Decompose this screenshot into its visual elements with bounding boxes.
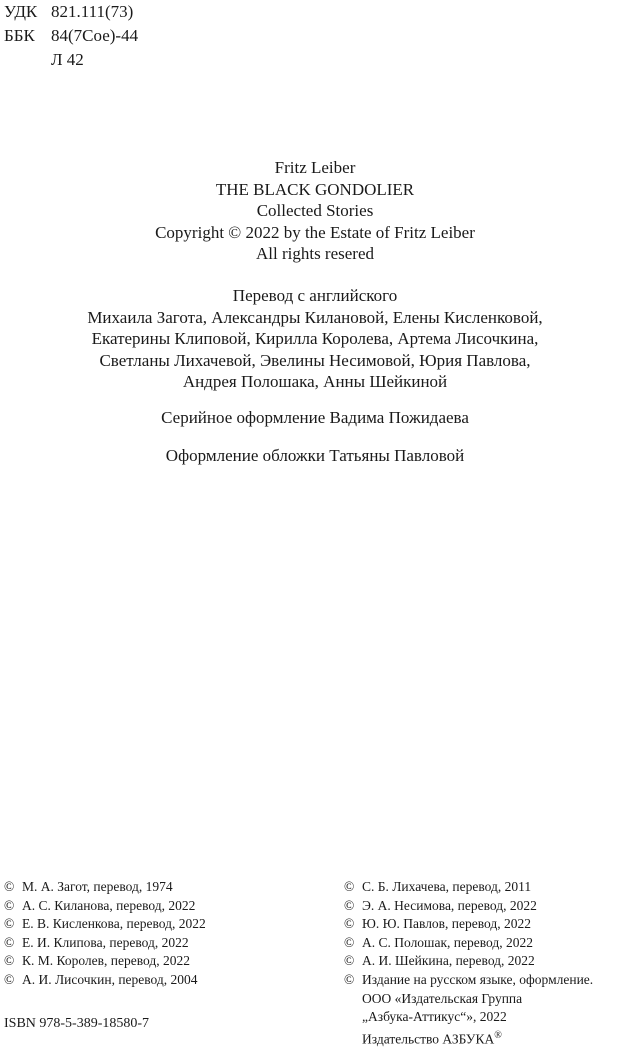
copyright-symbol: © [4, 897, 15, 913]
original-title: THE BLACK GONDOLIER [215, 179, 415, 199]
original-subtitle: Collected Stories [256, 201, 374, 220]
cover-design-block [0, 445, 630, 467]
author-mark-row [4, 48, 138, 72]
publisher-line: ООО «Издательская Группа [362, 990, 523, 1006]
copyright-symbol: © [4, 934, 15, 950]
copyright-item: © А. С. Киланова, перевод, 2022 [4, 897, 206, 916]
classification-block [4, 0, 138, 72]
isbn: ISBN 978-5-389-18580-7 [4, 1016, 150, 1031]
bbk-row [4, 24, 138, 48]
translators-line: Светланы Лихачевой, Эвелины Несимовой, Юрия Павлова, [99, 350, 531, 370]
copyright-symbol: © [4, 916, 15, 932]
bbk-value: 84(7Сое)-44 [51, 26, 139, 45]
translators-line: Екатерины Клиповой, Кирилла Королева, Артема Лисочкина, [91, 329, 539, 348]
author-mark: Л 42 [51, 50, 84, 69]
copyright-item: © К. М. Королев, перевод, 2022 [4, 952, 206, 971]
copyright-item: © Ю. Ю. Павлов, перевод, 2022 [344, 915, 593, 934]
translation-block [0, 285, 630, 393]
registered-mark: ® [494, 1029, 502, 1041]
original-author: Fritz Leiber [274, 158, 356, 177]
rights-line: All rights resered [255, 244, 375, 263]
publisher-line [344, 1027, 593, 1049]
copyright-line: Copyright © 2022 by the Estate of Fritz Leiber [155, 222, 475, 242]
copyright-symbol: © [344, 971, 355, 987]
copyright-symbol: © [344, 934, 355, 950]
copyright-item: © Е. В. Кисленкова, перевод, 2022 [4, 915, 206, 934]
copyright-item: © А. С. Полошак, перевод, 2022 [344, 934, 593, 953]
udk-label: УДК [4, 2, 38, 21]
publisher-name: Издательство АЗБУКА [362, 1031, 495, 1047]
copyright-symbol: © [344, 916, 355, 932]
series-design-line: Серийное оформление Вадима Пожидаева [161, 408, 469, 427]
udk-row [4, 0, 138, 24]
series-design-block [0, 407, 630, 429]
bbk-label: ББК [4, 26, 35, 45]
translators-line: Михаила Загота, Александры Килановой, Елены Кисленковой, [87, 307, 543, 327]
copyright-item: © А. И. Лисочкин, перевод, 2004 [4, 971, 206, 990]
copyright-item: © С. Б. Лихачева, перевод, 2011 [344, 878, 593, 897]
copyright-item: © Издание на русском языке, оформление. [344, 971, 593, 990]
copyright-item: © М. А. Загот, перевод, 1974 [4, 878, 206, 897]
copyright-symbol: © [344, 953, 355, 969]
translation-heading: Перевод с английского [232, 286, 398, 305]
copyright-symbol: © [344, 879, 355, 894]
copyright-item: © А. И. Шейкина, перевод, 2022 [344, 952, 593, 971]
original-title-block [0, 157, 630, 265]
copyrights-left-column [4, 878, 206, 990]
copyright-symbol: © [4, 879, 15, 894]
publisher-line: „Азбука-Аттикус“», 2022 [362, 1009, 507, 1025]
copyright-symbol: © [344, 897, 355, 913]
copyright-item: © Е. И. Клипова, перевод, 2022 [4, 934, 206, 953]
translators-line: Андрея Полошака, Анны Шейкиной [182, 372, 448, 391]
copyright-symbol: © [4, 971, 15, 987]
copyright-item: © Э. А. Несимова, перевод, 2022 [344, 897, 593, 916]
cover-design-line: Оформление обложки Татьяны Павловой [165, 446, 465, 465]
udk-value: 821.111(73) [51, 2, 134, 21]
copyrights-right-column [344, 878, 593, 1049]
copyright-symbol: © [4, 953, 15, 969]
